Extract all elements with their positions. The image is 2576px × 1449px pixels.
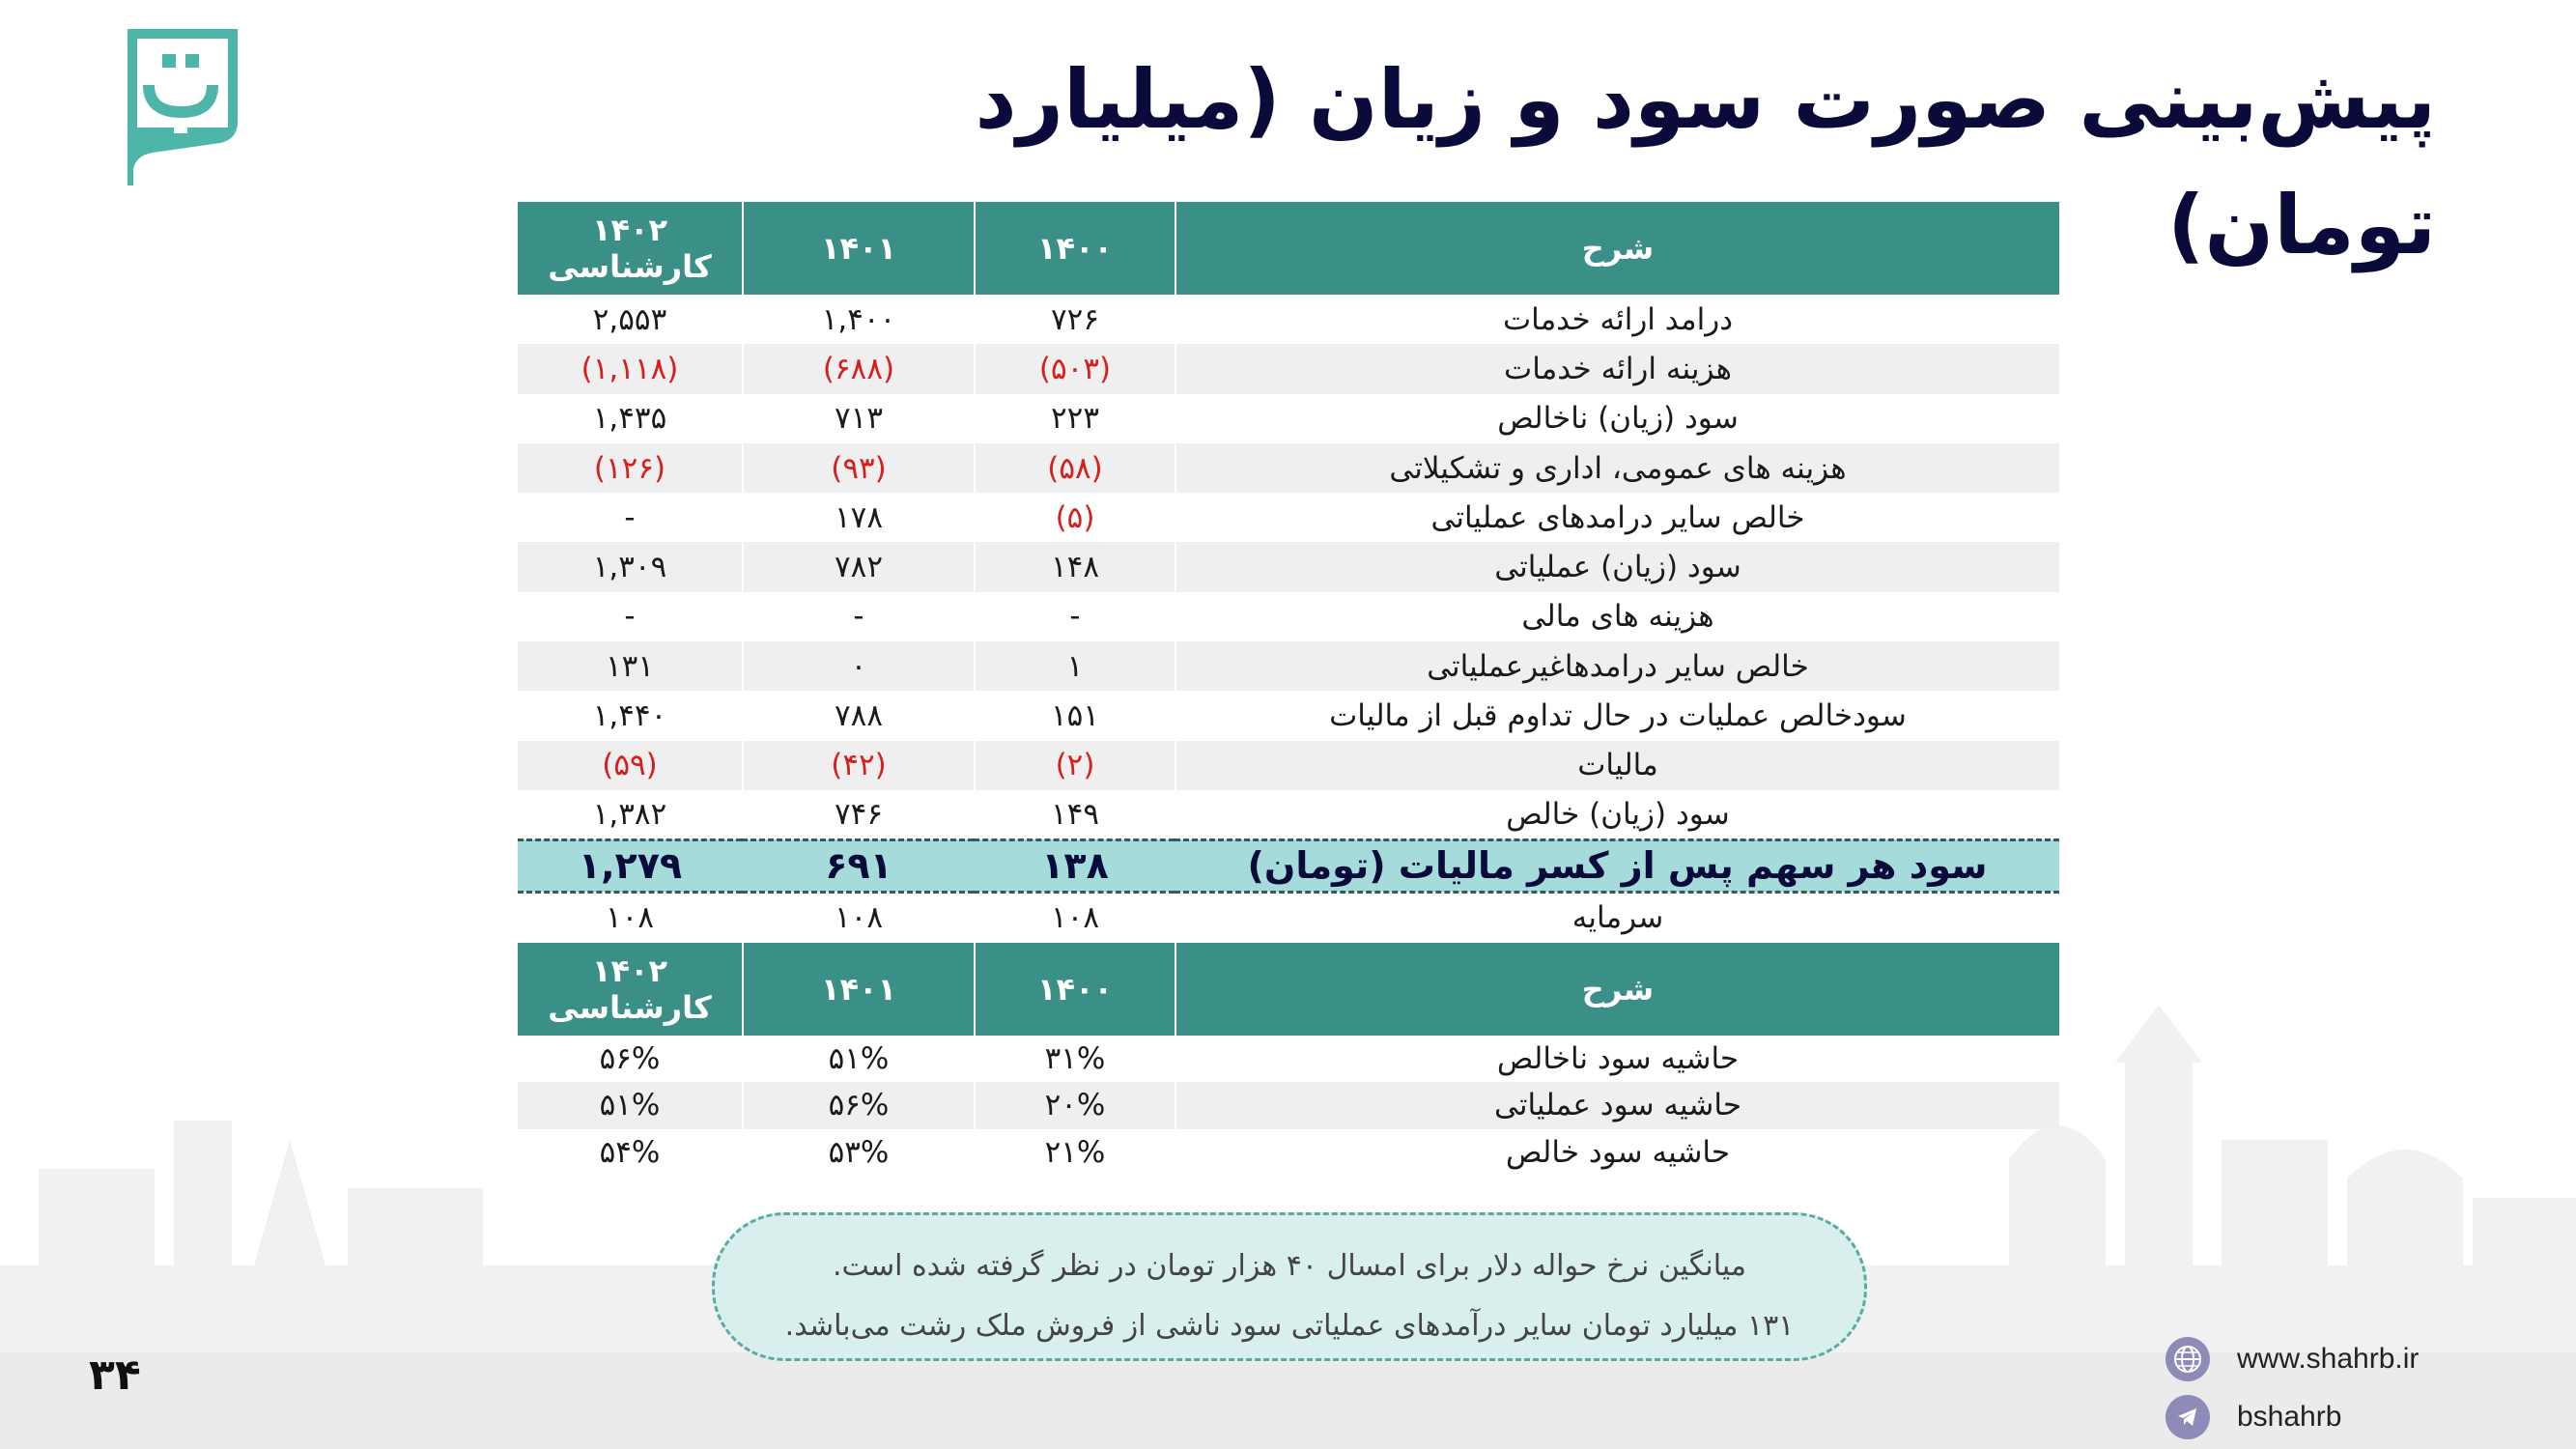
cell-1401: (۴۲) (743, 741, 975, 790)
cell-1402: ۵۱% (518, 1082, 743, 1128)
header-description: شرح (1175, 943, 2059, 1036)
table-row (518, 641, 2059, 691)
cell-1402: ۱,۳۰۹ (518, 542, 743, 591)
cell-1400: ۱۴۹ (975, 790, 1175, 839)
eps-highlight-row (518, 839, 2059, 892)
row-label: حاشیه سود ناخالص (1175, 1036, 2059, 1082)
row-label: درامد ارائه خدمات (1175, 295, 2059, 344)
cell-1402: - (624, 599, 636, 635)
cell-1401: ۵۱% (743, 1036, 975, 1082)
cell-1402: ۱,۴۳۵ (592, 401, 667, 437)
table-row (518, 741, 2059, 790)
cell-1401: ۱,۴۰۰ (743, 295, 975, 344)
table-row (518, 394, 2059, 443)
cell-1401: ۱۰۸ (743, 892, 975, 941)
page-number: ۳۴ (89, 1350, 141, 1400)
cell-1401: ۵۶% (743, 1082, 975, 1128)
website-contact[interactable] (2166, 1335, 2455, 1383)
note-line-1: میانگین نرخ حواله دلار برای امسال ۴۰ هزار تومان در نظر گرفته شده است. (833, 1249, 1746, 1283)
cell-1401: (۹۳) (743, 443, 975, 493)
table-row (518, 592, 2059, 641)
cell-1402: ۱,۲۷۹ (518, 839, 743, 892)
income-statement-table (518, 202, 2059, 942)
cell-1401: - (743, 592, 975, 641)
row-label: هزینه ارائه خدمات (1175, 344, 2059, 393)
cell-1400: ۲۱% (975, 1129, 1175, 1176)
table-row (518, 295, 2059, 344)
cell-1402: ۱,۳۸۲ (592, 796, 667, 832)
note-line-2: ۱۳۱ میلیارد تومان سایر درآمدهای عملیاتی سود ناشی از فروش ملک رشت می‌باشد. (784, 1309, 1795, 1343)
cell-1400: ۲۲۳ (975, 394, 1175, 443)
cell-1401: ۷۸۸ (743, 691, 975, 740)
cell-1400: ۳۱% (975, 1036, 1175, 1082)
cell-1402: ۱۰۸ (606, 899, 654, 935)
cell-1400: (۲) (975, 741, 1175, 790)
header-1401: ۱۴۰۱ (743, 202, 975, 295)
table-header-row (518, 202, 2059, 295)
row-label: سرمایه (1175, 892, 2059, 941)
row-label: هزینه های عمومی، اداری و تشکیلاتی (1175, 443, 2059, 493)
header-1402-estimate: ۱۴۰۲ کارشناسی (518, 943, 743, 1036)
telegram-contact[interactable] (2166, 1393, 2455, 1441)
header-1400: ۱۴۰۰ (975, 202, 1175, 295)
cell-1401: ۶۹۱ (743, 839, 975, 892)
row-label: سود (زیان) عملیاتی (1175, 542, 2059, 591)
page-title: پیش‌بینی صورت سود و زیان (میلیارد تومان) (975, 52, 2436, 272)
cell-1400: ۱۳۸ (975, 839, 1175, 892)
cell-1400: ۲۰% (975, 1082, 1175, 1128)
cell-1400: (۵۰۳) (975, 344, 1175, 393)
table-row (518, 443, 2059, 493)
brand-logo-icon (124, 25, 241, 189)
cell-1401: (۶۸۸) (743, 344, 975, 393)
cell-1400: ۱۵۱ (975, 691, 1175, 740)
row-label: سود (زیان) ناخالص (1175, 394, 2059, 443)
cell-1400: - (975, 592, 1175, 641)
header-1401: ۱۴۰۱ (743, 943, 975, 1036)
table-row (518, 542, 2059, 591)
table-row (518, 691, 2059, 740)
website-text[interactable]: www.shahrb.ir (2237, 1343, 2420, 1375)
cell-1402: ۱۳۱ (518, 641, 743, 691)
header-1402-estimate: ۱۴۰۲ کارشناسی (518, 202, 743, 295)
table-header-row (518, 943, 2059, 1036)
header-1400: ۱۴۰۰ (975, 943, 1175, 1036)
row-label: خالص سایر درامدهای عملیاتی (1175, 493, 2059, 542)
cell-1400: (۵) (975, 493, 1175, 542)
row-label: خالص سایر درامدهاغیرعملیاتی (1175, 641, 2059, 691)
cell-1402: ۱,۴۴۰ (592, 698, 667, 734)
cell-1402: (۵۹) (518, 741, 743, 790)
cell-1401: ۰ (743, 641, 975, 691)
row-label: سود (زیان) خالص (1175, 790, 2059, 839)
table-row (518, 1129, 2059, 1176)
cell-1402: - (624, 499, 636, 535)
cell-1402: ۲,۵۵۳ (592, 301, 667, 337)
cell-1402: ۵۶% (599, 1041, 661, 1077)
table-row (518, 493, 2059, 542)
cell-1401: ۷۴۶ (743, 790, 975, 839)
table-row (518, 1082, 2059, 1128)
row-label: حاشیه سود عملیاتی (1175, 1082, 2059, 1128)
table-row (518, 790, 2059, 839)
globe-icon (2166, 1337, 2210, 1381)
telegram-handle[interactable]: bshahrb (2237, 1401, 2342, 1433)
header-description: شرح (1175, 202, 2059, 295)
cell-1400: ۱۴۸ (975, 542, 1175, 591)
cell-1402: (۱,۱۱۸) (518, 344, 743, 393)
cell-1400: ۱ (975, 641, 1175, 691)
telegram-icon (2166, 1395, 2210, 1439)
cell-1400: (۵۸) (975, 443, 1175, 493)
cell-1400: ۱۰۸ (975, 892, 1175, 941)
row-label: هزینه های مالی (1175, 592, 2059, 641)
row-label: حاشیه سود خالص (1175, 1129, 2059, 1176)
row-label: مالیات (1175, 741, 2059, 790)
table-row (518, 892, 2059, 941)
note-box (712, 1212, 1867, 1361)
table-row (518, 344, 2059, 393)
cell-1401: ۷۱۳ (743, 394, 975, 443)
cell-1402: (۱۲۶) (518, 443, 743, 493)
margins-table (518, 943, 2059, 1176)
cell-1401: ۱۷۸ (743, 493, 975, 542)
cell-1401: ۵۳% (743, 1129, 975, 1176)
row-label: سود هر سهم پس از کسر مالیات (تومان) (1175, 839, 2059, 892)
cell-1400: ۷۲۶ (975, 295, 1175, 344)
table-row (518, 1036, 2059, 1082)
row-label: سودخالص عملیات در حال تداوم قبل از مالیات (1175, 691, 2059, 740)
cell-1401: ۷۸۲ (743, 542, 975, 591)
cell-1402: ۵۴% (599, 1134, 661, 1170)
